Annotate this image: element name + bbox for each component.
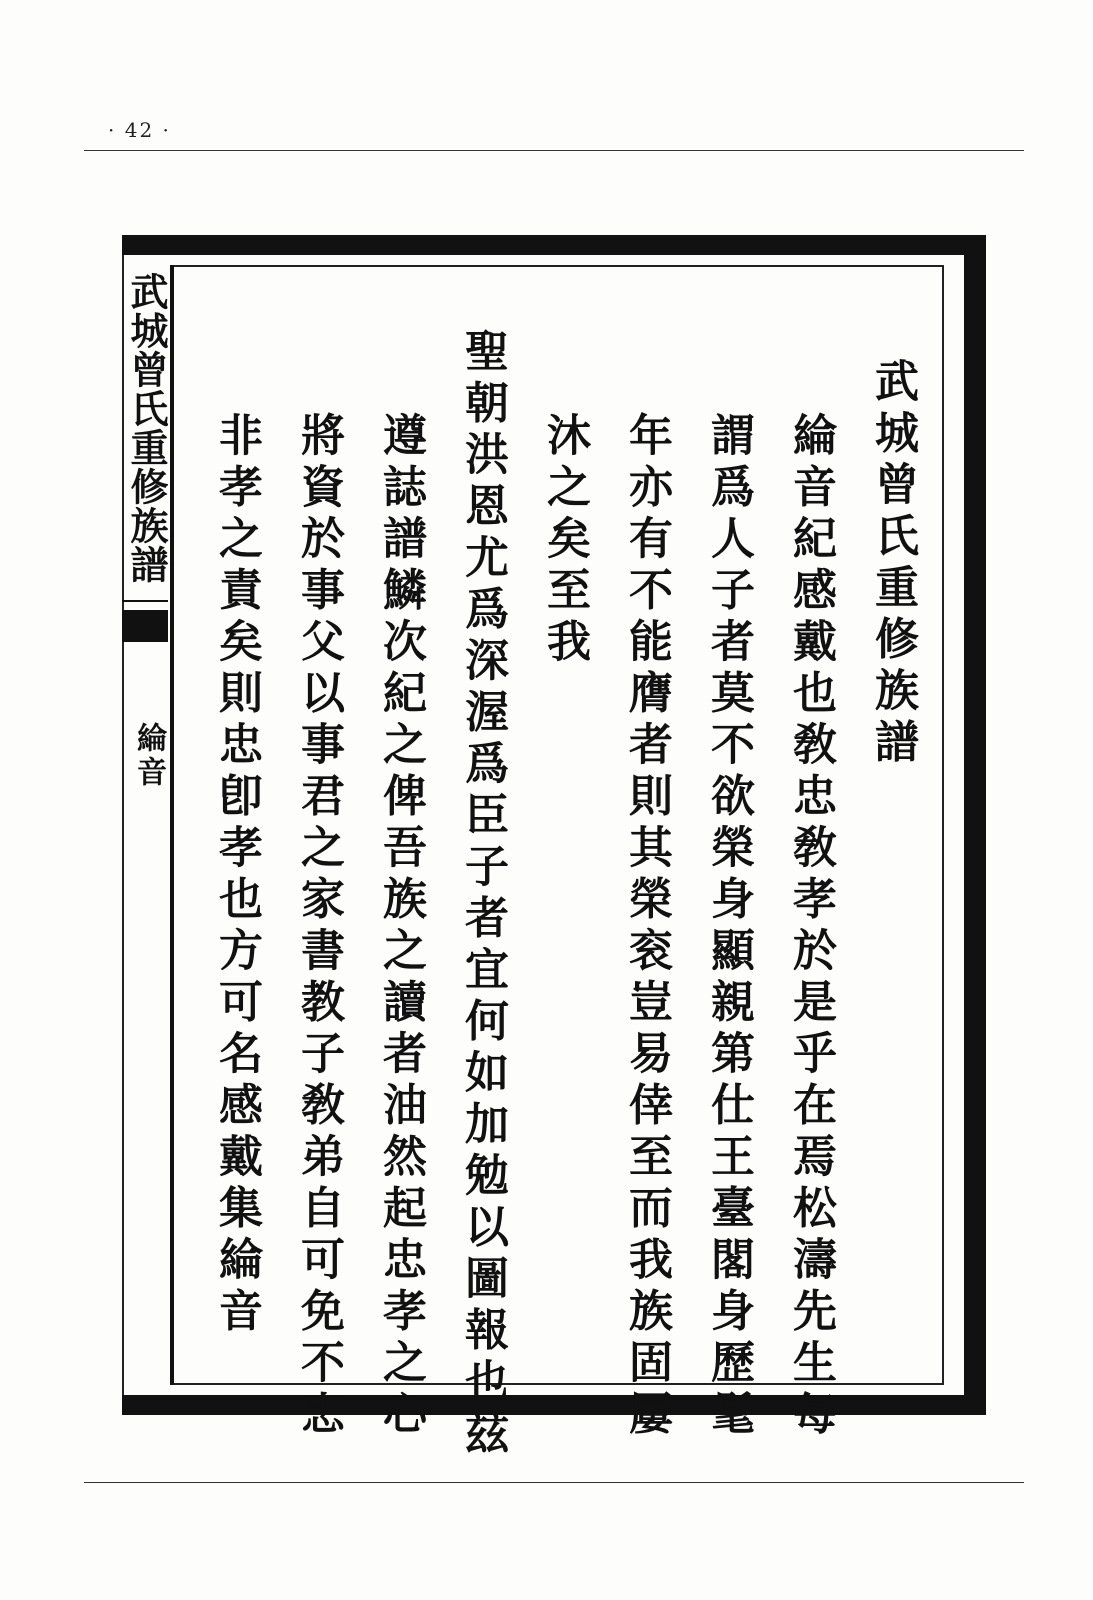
page-number: · 42 · <box>108 118 171 142</box>
text-column-9: 非孝之責矣則忠卽孝也方可名感戴集綸音 <box>211 412 262 1339</box>
text-column-4: 年亦有不能膺者則其榮衮豈易倖至而我族固屢 <box>621 412 672 1442</box>
inner-border-top <box>170 265 944 267</box>
text-column-2: 綸音紀感戴也敎忠敎孝於是乎在焉松濤先生每 <box>785 412 836 1442</box>
frame-border-top <box>122 235 984 255</box>
fold-center-line <box>170 265 174 1385</box>
section-label: 綸音 <box>131 722 166 790</box>
text-column-8: 將資於事父以事君之家書教子敎弟自可免不忠 <box>293 412 344 1442</box>
text-column-6: 聖朝洪恩尤爲深渥爲臣子者宜何如加勉以圖報也玆 <box>457 328 508 1461</box>
footer-rule <box>84 1482 1024 1483</box>
fish-tail-rule <box>122 600 168 602</box>
frame-border-right <box>964 235 986 1415</box>
text-column-7: 遵誌譜鱗次紀之俾吾族之讀者油然起忠孝之心 <box>375 412 426 1442</box>
fish-tail-mark <box>122 610 168 642</box>
frame-border-bottom <box>122 1395 984 1415</box>
banner-title: 武城曾氏重修族譜 <box>124 272 169 584</box>
text-column-3: 謂爲人子者莫不欲榮身顯親第仕王臺閣身歷髦 <box>703 412 754 1442</box>
text-column-1: 武城曾氏重修族譜 <box>867 358 918 770</box>
text-column-5: 沐之矣至我 <box>539 412 590 670</box>
inner-border-right <box>942 265 944 1385</box>
header-rule <box>84 150 1024 151</box>
